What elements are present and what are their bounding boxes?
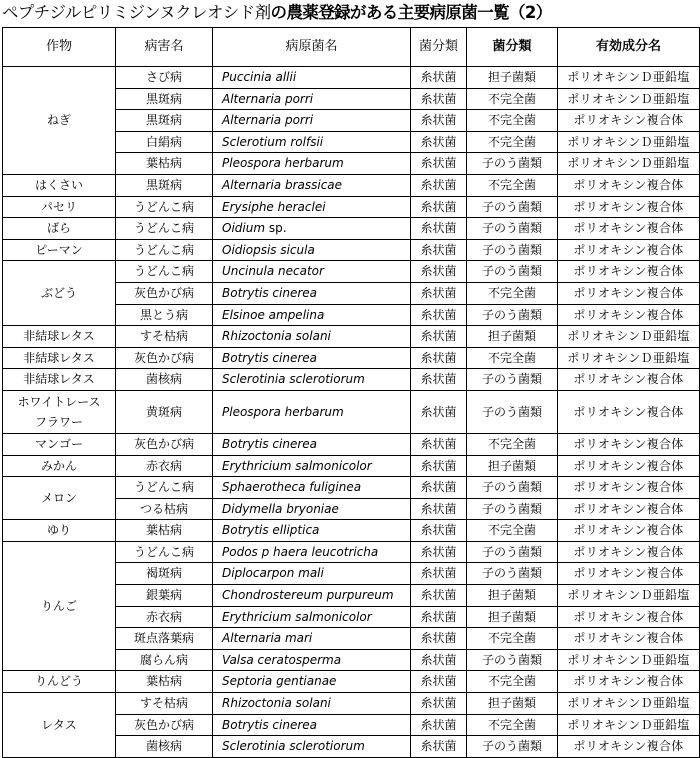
- disease-cell: 腐らん病: [116, 649, 213, 671]
- fungus-class-cell: 子のう菌類: [467, 196, 558, 218]
- pathogen-name: Alternaria porri: [222, 113, 314, 128]
- ingredient-cell: ポリオキシン複合体: [558, 239, 700, 261]
- pathogen-name: Rhizoctonia solani: [222, 329, 331, 344]
- pathogen-name: Botrytis cinerea: [222, 350, 318, 365]
- pathogen-cell: [213, 390, 411, 433]
- crop-cell: [3, 369, 116, 391]
- fungus-class-cell: 不完全菌: [467, 520, 558, 542]
- pathogen-cell: [213, 239, 411, 261]
- fungus-class-cell: 子のう菌類: [467, 218, 558, 240]
- fungus-type-cell: 糸状菌: [411, 693, 467, 715]
- pathogen-name: Erythricium salmonicolor: [222, 458, 372, 473]
- ingredient-cell: ポリオキシン複合体: [558, 174, 700, 196]
- fungus-type-cell: 糸状菌: [411, 326, 467, 348]
- fungus-class-cell: 不完全菌: [467, 282, 558, 304]
- fungus-type-cell: 糸状菌: [411, 196, 467, 218]
- disease-cell: 灰色かび病: [116, 347, 213, 369]
- pathogen-cell: [213, 131, 411, 153]
- crop-name: りんどう: [34, 674, 83, 689]
- fungus-type-cell: 糸状菌: [411, 541, 467, 563]
- pathogen-cell: [213, 693, 411, 715]
- disease-cell: うどんこ病: [116, 196, 213, 218]
- fungus-type-cell: 糸状菌: [411, 110, 467, 132]
- ingredient-cell: ポリオキシンＤ亜鉛塩: [558, 714, 700, 736]
- crop-name: ホワイトレース: [17, 394, 101, 409]
- fungus-class-cell: 子のう菌類: [467, 541, 558, 563]
- table-row: [3, 455, 700, 477]
- pathogen-cell: [213, 218, 411, 240]
- fungus-type-cell: 糸状菌: [411, 649, 467, 671]
- fungus-type-cell: 糸状菌: [411, 67, 467, 89]
- crop-cell: [3, 455, 116, 477]
- ingredient-cell: ポリオキシンＤ亜鉛塩: [558, 153, 700, 175]
- crop-cell: [3, 347, 116, 369]
- table-row: [3, 433, 700, 455]
- ingredient-cell: ポリオキシン複合体: [558, 628, 700, 650]
- fungus-class-cell: 担子菌類: [467, 67, 558, 89]
- disease-cell: 赤衣病: [116, 606, 213, 628]
- table-row: [3, 174, 700, 196]
- fungus-class-cell: 担子菌類: [467, 693, 558, 715]
- fungus-class-cell: 子のう菌類: [467, 477, 558, 499]
- disease-cell: すそ枯病: [116, 693, 213, 715]
- pathogen-cell: [213, 88, 411, 110]
- fungus-class-cell: 子のう菌類: [467, 736, 558, 758]
- fungus-type-cell: 糸状菌: [411, 304, 467, 326]
- table-row: [3, 218, 700, 240]
- crop-name: ばら: [46, 221, 71, 236]
- ingredient-cell: ポリオキシンＤ亜鉛塩: [558, 649, 700, 671]
- ingredient-cell: ポリオキシンＤ亜鉛塩: [558, 131, 700, 153]
- fungus-class-cell: 不完全菌: [467, 174, 558, 196]
- pathogen-name: Puccinia allii: [222, 70, 297, 84]
- crop-name: マンゴー: [34, 436, 83, 451]
- fungus-type-cell: 糸状菌: [411, 671, 467, 693]
- pathogen-name: Didymella bryoniae: [222, 501, 339, 516]
- title-prefix: ペプチジルピリミジンヌクレオシド剤: [2, 3, 271, 22]
- crop-cell: [3, 520, 116, 542]
- crop-name: ぶどう: [40, 285, 77, 300]
- disease-cell: 褐斑病: [116, 563, 213, 585]
- pathogen-name: Pleospora herbarum: [222, 404, 344, 419]
- pathogen-cell: [213, 153, 411, 175]
- ingredient-cell: ポリオキシン複合体: [558, 671, 700, 693]
- crop-cell: [3, 174, 116, 196]
- table-body: [3, 67, 700, 758]
- pathogen-cell: [213, 498, 411, 520]
- crop-name: 非結球レタス: [23, 350, 95, 365]
- pathogen-name: Rhizoctonia solani: [222, 696, 331, 711]
- crop-cell: [3, 477, 116, 520]
- document-title: [2, 2, 698, 24]
- fungus-class-cell: 不完全菌: [467, 671, 558, 693]
- fungus-class-cell: 担子菌類: [467, 585, 558, 607]
- fungus-type-cell: 糸状菌: [411, 736, 467, 758]
- disease-cell: うどんこ病: [116, 541, 213, 563]
- fungus-type-cell: 糸状菌: [411, 174, 467, 196]
- table-row: [3, 541, 700, 563]
- fungus-class-cell: 不完全菌: [467, 110, 558, 132]
- fungus-type-cell: 糸状菌: [411, 261, 467, 283]
- pathogen-cell: [213, 671, 411, 693]
- pathogen-name: Sphaerotheca fuliginea: [222, 480, 362, 495]
- disease-cell: 菌核病: [116, 736, 213, 758]
- fungus-class-cell: 不完全菌: [467, 714, 558, 736]
- pathogen-name: Oidium: [222, 221, 266, 236]
- ingredient-cell: ポリオキシン複合体: [558, 369, 700, 391]
- ingredient-cell: ポリオキシンＤ亜鉛塩: [558, 326, 700, 348]
- crop-name: フラワー: [34, 414, 83, 429]
- crop-name: パセリ: [40, 199, 77, 214]
- pathogen-cell: [213, 261, 411, 283]
- fungus-type-cell: 糸状菌: [411, 498, 467, 520]
- disease-cell: うどんこ病: [116, 261, 213, 283]
- crop-cell: [3, 261, 116, 326]
- disease-cell: うどんこ病: [116, 218, 213, 240]
- disease-cell: 赤衣病: [116, 455, 213, 477]
- pathogen-cell: [213, 736, 411, 758]
- fungus-class-cell: 子のう菌類: [467, 153, 558, 175]
- pathogen-name: Erysiphe heraclei: [222, 199, 326, 214]
- ingredient-cell: ポリオキシン複合体: [558, 390, 700, 433]
- pathogen-name: Pleospora herbarum: [222, 156, 344, 171]
- pathogen-name: Podos p haera leucotricha: [222, 544, 379, 559]
- crop-name: みかん: [40, 458, 77, 473]
- pathogen-cell: [213, 606, 411, 628]
- pathogen-table: [2, 27, 700, 758]
- table-row: [3, 671, 700, 693]
- fungus-class-cell: 子のう菌類: [467, 498, 558, 520]
- crop-cell: [3, 671, 116, 693]
- fungus-class-cell: 不完全菌: [467, 433, 558, 455]
- ingredient-cell: ポリオキシンＤ亜鉛塩: [558, 585, 700, 607]
- crop-cell: [3, 390, 116, 433]
- crop-cell: [3, 239, 116, 261]
- crop-name: 非結球レタス: [23, 372, 95, 387]
- pathogen-cell: [213, 649, 411, 671]
- table-row: [3, 520, 700, 542]
- pathogen-cell: [213, 433, 411, 455]
- header-fungus-type: 菌分類: [411, 28, 467, 67]
- pathogen-name: Valsa ceratosperma: [222, 652, 342, 667]
- ingredient-cell: ポリオキシン複合体: [558, 455, 700, 477]
- ingredient-cell: ポリオキシン複合体: [558, 563, 700, 585]
- ingredient-cell: ポリオキシン複合体: [558, 433, 700, 455]
- pathogen-cell: [213, 282, 411, 304]
- crop-cell: [3, 67, 116, 175]
- ingredient-cell: ポリオキシンＤ亜鉛塩: [558, 347, 700, 369]
- crop-name: りんご: [40, 598, 77, 613]
- table-row: [3, 390, 700, 433]
- pathogen-name: Botrytis cinerea: [222, 436, 318, 451]
- pathogen-name: Sclerotinia sclerotiorum: [222, 739, 365, 754]
- pathogen-name: Alternaria brassicae: [222, 177, 343, 192]
- pathogen-cell: [213, 477, 411, 499]
- fungus-type-cell: 糸状菌: [411, 563, 467, 585]
- pathogen-name: Alternaria mari: [222, 631, 313, 646]
- pathogen-cell: [213, 455, 411, 477]
- disease-cell: 黒斑病: [116, 88, 213, 110]
- fungus-class-cell: 子のう菌類: [467, 239, 558, 261]
- crop-cell: [3, 326, 116, 348]
- crop-name: ピーマン: [35, 242, 83, 257]
- pathogen-name: Erythricium salmonicolor: [222, 609, 372, 624]
- disease-cell: つる枯病: [116, 498, 213, 520]
- disease-cell: 黒斑病: [116, 110, 213, 132]
- pathogen-name: Septoria gentianae: [222, 674, 337, 689]
- disease-cell: 灰色かび病: [116, 282, 213, 304]
- pathogen-cell: [213, 541, 411, 563]
- fungus-type-cell: 糸状菌: [411, 347, 467, 369]
- fungus-class-cell: 子のう菌類: [467, 390, 558, 433]
- fungus-class-cell: 不完全菌: [467, 628, 558, 650]
- disease-cell: 菌核病: [116, 369, 213, 391]
- table-header: [3, 28, 700, 67]
- pathogen-cell: [213, 347, 411, 369]
- fungus-class-cell: 子のう菌類: [467, 304, 558, 326]
- fungus-class-cell: 担子菌類: [467, 326, 558, 348]
- pathogen-cell: [213, 714, 411, 736]
- crop-name: はくさい: [34, 177, 83, 192]
- crop-cell: [3, 433, 116, 455]
- fungus-class-cell: 不完全菌: [467, 347, 558, 369]
- pathogen-name: Oidiopsis sicula: [222, 242, 315, 257]
- ingredient-cell: ポリオキシンＤ亜鉛塩: [558, 693, 700, 715]
- fungus-class-cell: 担子菌類: [467, 455, 558, 477]
- ingredient-cell: ポリオキシン複合体: [558, 541, 700, 563]
- disease-cell: すそ枯病: [116, 326, 213, 348]
- pathogen-cell: [213, 520, 411, 542]
- pathogen-name: Botrytis cinerea: [222, 285, 318, 300]
- ingredient-cell: ポリオキシン複合体: [558, 196, 700, 218]
- pathogen-name: Uncinula necator: [222, 264, 324, 279]
- disease-cell: 葉枯病: [116, 671, 213, 693]
- disease-cell: うどんこ病: [116, 477, 213, 499]
- fungus-type-cell: 糸状菌: [411, 88, 467, 110]
- pathogen-name: Botrytis elliptica: [222, 523, 320, 538]
- ingredient-cell: ポリオキシン複合体: [558, 218, 700, 240]
- table-row: [3, 347, 700, 369]
- pathogen-cell: [213, 628, 411, 650]
- fungus-class-cell: 子のう菌類: [467, 369, 558, 391]
- fungus-class-cell: 子のう菌類: [467, 649, 558, 671]
- pathogen-cell: [213, 196, 411, 218]
- fungus-type-cell: 糸状菌: [411, 131, 467, 153]
- fungus-type-cell: 糸状菌: [411, 433, 467, 455]
- header-ingredient: 有効成分名: [558, 28, 700, 67]
- ingredient-cell: ポリオキシン複合体: [558, 110, 700, 132]
- disease-cell: さび病: [116, 67, 213, 89]
- pathogen-cell: [213, 110, 411, 132]
- crop-cell: [3, 218, 116, 240]
- ingredient-cell: ポリオキシン複合体: [558, 520, 700, 542]
- fungus-class-cell: 不完全菌: [467, 131, 558, 153]
- table-row: [3, 239, 700, 261]
- pathogen-cell: [213, 369, 411, 391]
- pathogen-cell: [213, 174, 411, 196]
- pathogen-name: Alternaria porri: [222, 91, 314, 106]
- fungus-type-cell: 糸状菌: [411, 153, 467, 175]
- pathogen-name: Elsinoe ampelina: [222, 307, 325, 322]
- disease-cell: 黒斑病: [116, 174, 213, 196]
- pathogen-name: Diplocarpon mali: [222, 566, 324, 581]
- ingredient-cell: ポリオキシン複合体: [558, 477, 700, 499]
- pathogen-species-suffix: sp.: [265, 221, 287, 236]
- fungus-type-cell: 糸状菌: [411, 455, 467, 477]
- table-row: [3, 67, 700, 89]
- header-crop: 作物: [3, 28, 116, 67]
- pathogen-cell: [213, 67, 411, 89]
- pathogen-cell: [213, 304, 411, 326]
- pathogen-cell: [213, 326, 411, 348]
- fungus-type-cell: 糸状菌: [411, 239, 467, 261]
- ingredient-cell: ポリオキシンＤ亜鉛塩: [558, 88, 700, 110]
- fungus-class-cell: 不完全菌: [467, 88, 558, 110]
- table-row: [3, 693, 700, 715]
- disease-cell: 葉枯病: [116, 153, 213, 175]
- fungus-type-cell: 糸状菌: [411, 282, 467, 304]
- crop-name: メロン: [40, 490, 77, 505]
- pathogen-cell: [213, 563, 411, 585]
- ingredient-cell: ポリオキシン複合体: [558, 498, 700, 520]
- table-row: [3, 369, 700, 391]
- fungus-type-cell: 糸状菌: [411, 585, 467, 607]
- crop-name: レタス: [41, 717, 77, 732]
- ingredient-cell: ポリオキシン複合体: [558, 606, 700, 628]
- fungus-type-cell: 糸状菌: [411, 628, 467, 650]
- fungus-type-cell: 糸状菌: [411, 369, 467, 391]
- crop-name: 非結球レタス: [23, 329, 95, 344]
- pathogen-name: Botrytis cinerea: [222, 717, 318, 732]
- fungus-type-cell: 糸状菌: [411, 390, 467, 433]
- disease-cell: 黒とう病: [116, 304, 213, 326]
- fungus-type-cell: 糸状菌: [411, 520, 467, 542]
- crop-name: ゆり: [46, 523, 71, 538]
- fungus-class-cell: 子のう菌類: [467, 261, 558, 283]
- disease-cell: 灰色かび病: [116, 714, 213, 736]
- disease-cell: 灰色かび病: [116, 433, 213, 455]
- ingredient-cell: ポリオキシンＤ亜鉛塩: [558, 67, 700, 89]
- header-pathogen: 病原菌名: [213, 28, 411, 67]
- disease-cell: 白絹病: [116, 131, 213, 153]
- table-row: [3, 477, 700, 499]
- disease-cell: 銀葉病: [116, 585, 213, 607]
- fungus-type-cell: 糸状菌: [411, 218, 467, 240]
- fungus-class-cell: 子のう菌類: [467, 563, 558, 585]
- crop-name: ねぎ: [46, 113, 71, 128]
- fungus-type-cell: 糸状菌: [411, 714, 467, 736]
- pathogen-name: Sclerotinia sclerotiorum: [222, 372, 365, 387]
- disease-cell: 斑点落葉病: [116, 628, 213, 650]
- crop-cell: [3, 541, 116, 671]
- table-row: [3, 196, 700, 218]
- disease-cell: うどんこ病: [116, 239, 213, 261]
- fungus-type-cell: 糸状菌: [411, 477, 467, 499]
- pathogen-name: Chondrostereum purpureum: [222, 588, 394, 603]
- table-row: [3, 261, 700, 283]
- title-suffix: の農薬登録がある主要病原菌一覧（2）: [270, 3, 552, 22]
- disease-cell: 葉枯病: [116, 520, 213, 542]
- ingredient-cell: ポリオキシン複合体: [558, 261, 700, 283]
- ingredient-cell: ポリオキシン複合体: [558, 282, 700, 304]
- header-fungus-class: 菌分類: [467, 28, 558, 67]
- header-disease: 病害名: [116, 28, 213, 67]
- fungus-class-cell: 担子菌類: [467, 606, 558, 628]
- pathogen-name: Sclerotium rolfsii: [222, 134, 324, 149]
- ingredient-cell: ポリオキシン複合体: [558, 736, 700, 758]
- pathogen-cell: [213, 585, 411, 607]
- ingredient-cell: ポリオキシン複合体: [558, 304, 700, 326]
- table-row: [3, 326, 700, 348]
- crop-cell: [3, 196, 116, 218]
- fungus-type-cell: 糸状菌: [411, 606, 467, 628]
- header-row: [3, 28, 700, 67]
- crop-cell: [3, 693, 116, 758]
- disease-cell: 黄斑病: [116, 390, 213, 433]
